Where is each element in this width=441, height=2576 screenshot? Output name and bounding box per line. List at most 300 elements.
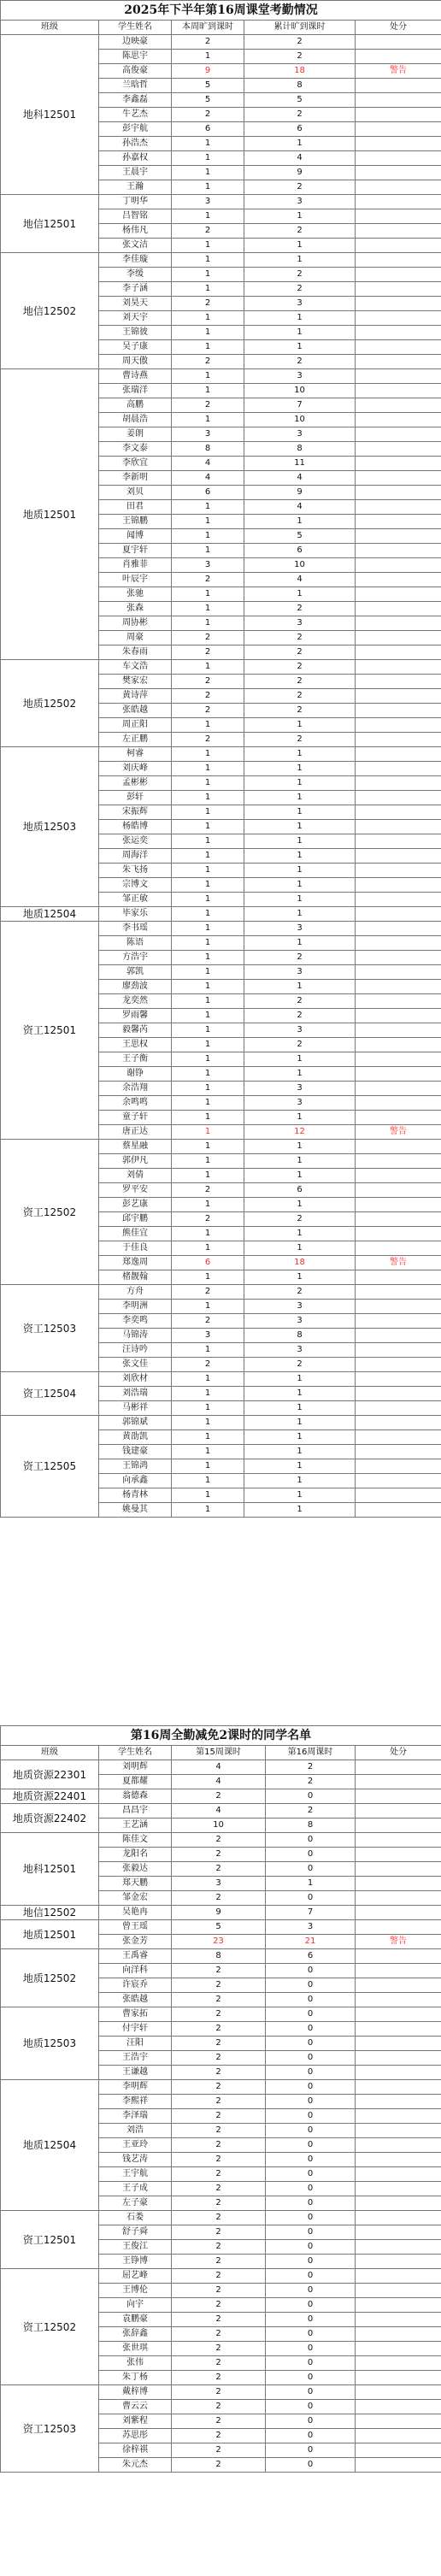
total-hours-cell: 6 [244, 544, 356, 558]
student-name-cell: 李欣宜 [99, 457, 172, 471]
week-hours-cell: 1 [172, 1372, 244, 1387]
student-name-cell: 彭轩 [99, 791, 172, 805]
week-hours-cell: 10 [172, 1819, 266, 1833]
week-hours-cell: 2 [172, 631, 244, 645]
total-hours-cell: 8 [266, 1819, 356, 1833]
week-hours-cell: 2 [172, 2414, 266, 2429]
total-hours-cell: 3 [244, 1343, 356, 1358]
week-hours-cell: 2 [172, 1993, 266, 2007]
total-hours-cell: 0 [266, 2066, 356, 2080]
penalty-cell [356, 849, 441, 864]
penalty-cell [356, 457, 441, 471]
week-hours-cell: 1 [172, 776, 244, 791]
student-name-cell: 柯睿 [99, 747, 172, 762]
week-hours-cell: 1 [172, 1023, 244, 1038]
total-hours-cell: 0 [266, 2124, 356, 2138]
week-hours-cell: 1 [172, 1445, 244, 1459]
week-hours-cell: 3 [172, 558, 244, 573]
student-name-cell: 楮靓翰 [99, 1270, 172, 1285]
penalty-cell [356, 1862, 441, 1877]
total-hours-cell: 3 [244, 369, 356, 384]
student-name-cell: 樊家宏 [99, 675, 172, 689]
penalty-cell [356, 1978, 441, 1993]
student-name-cell: 王俊江 [99, 2240, 172, 2255]
penalty-cell [356, 427, 441, 442]
week-hours-cell: 1 [172, 50, 244, 64]
student-name-cell: 钱建豪 [99, 1445, 172, 1459]
penalty-cell: 警告 [356, 64, 441, 79]
student-name-cell: 王思权 [99, 1038, 172, 1052]
total-hours-cell: 2 [244, 631, 356, 645]
week-hours-cell: 1 [172, 529, 244, 544]
total-hours-cell: 1 [244, 1154, 356, 1169]
week-hours-cell: 2 [172, 2066, 266, 2080]
student-name-cell: 李佳璇 [99, 253, 172, 268]
student-name-cell: 苏思彤 [99, 2429, 172, 2443]
week-hours-cell: 2 [172, 1285, 244, 1300]
student-name-cell: 朱元杰 [99, 2458, 172, 2473]
total-hours-cell: 0 [266, 1833, 356, 1848]
student-name-cell: 周豪 [99, 631, 172, 645]
total-hours-cell: 2 [244, 1358, 356, 1372]
penalty-cell [356, 1775, 441, 1789]
total-hours-cell: 2 [244, 660, 356, 675]
week-hours-cell: 6 [172, 486, 244, 500]
penalty-cell [356, 108, 441, 122]
class-cell: 地质资源22401 [1, 1789, 99, 1804]
total-hours-cell: 1 [244, 1503, 356, 1518]
week-hours-cell: 2 [172, 2182, 266, 2196]
penalty-cell [356, 2342, 441, 2356]
week-hours-cell: 1 [172, 209, 244, 224]
total-hours-cell: 2 [266, 1760, 356, 1775]
penalty-cell [356, 2037, 441, 2051]
student-name-cell: 曹诗燕 [99, 369, 172, 384]
student-name-cell: 吴子康 [99, 340, 172, 355]
penalty-cell [356, 2051, 441, 2066]
total-hours-cell: 18 [244, 1256, 356, 1270]
student-name-cell: 刘欣材 [99, 1372, 172, 1387]
table-row [1, 369, 441, 384]
total-hours-cell: 0 [266, 2051, 356, 2066]
week-hours-cell: 1 [172, 1241, 244, 1256]
week-hours-cell: 1 [172, 980, 244, 994]
week-hours-cell: 2 [172, 2211, 266, 2225]
table-row [1, 1949, 441, 1964]
penalty-cell [356, 253, 441, 268]
penalty-cell [356, 1964, 441, 1978]
week-hours-cell: 2 [172, 2051, 266, 2066]
total-hours-cell: 1 [244, 747, 356, 762]
penalty-cell [356, 2443, 441, 2458]
week-hours-cell: 5 [172, 1920, 266, 1935]
penalty-cell [356, 151, 441, 166]
week-hours-cell: 1 [172, 1387, 244, 1401]
penalty-cell [356, 2153, 441, 2167]
student-name-cell: 向洋科 [99, 1964, 172, 1978]
total-hours-cell: 1 [244, 1198, 356, 1212]
week-hours-cell: 2 [172, 1891, 266, 1906]
week-hours-cell: 2 [172, 675, 244, 689]
total-hours-cell: 1 [244, 907, 356, 922]
week-hours-cell: 1 [172, 500, 244, 515]
total-hours-cell: 21 [266, 1935, 356, 1949]
penalty-cell [356, 195, 441, 209]
total-hours-cell: 5 [244, 529, 356, 544]
student-name-cell: 彭艺康 [99, 1198, 172, 1212]
student-name-cell: 郭伊凡 [99, 1154, 172, 1169]
week-hours-cell: 1 [172, 864, 244, 878]
week-hours-cell: 2 [172, 2138, 266, 2153]
student-name-cell: 张毅达 [99, 1862, 172, 1877]
penalty-cell [356, 209, 441, 224]
week-hours-cell: 2 [172, 1183, 244, 1198]
student-name-cell: 李书瑶 [99, 922, 172, 936]
student-name-cell: 叶辰宇 [99, 573, 172, 587]
penalty-cell [356, 79, 441, 93]
penalty-cell [356, 297, 441, 311]
student-name-cell: 周正阳 [99, 718, 172, 733]
total-hours-cell: 6 [266, 1949, 356, 1964]
student-name-cell: 张辞鑫 [99, 2327, 172, 2342]
total-hours-cell: 3 [266, 1920, 356, 1935]
week-hours-cell: 1 [172, 1111, 244, 1125]
table-row [1, 2007, 441, 2022]
penalty-cell [356, 2124, 441, 2138]
exemption-table [0, 1725, 441, 2473]
penalty-cell [356, 1358, 441, 1372]
total-hours-cell: 3 [244, 1023, 356, 1038]
class-cell: 资工12503 [1, 1285, 99, 1372]
week-hours-cell: 1 [172, 791, 244, 805]
student-name-cell: 杨青林 [99, 1488, 172, 1503]
penalty-cell [356, 1270, 441, 1285]
penalty-cell [356, 951, 441, 965]
student-name-cell: 王子衡 [99, 1052, 172, 1067]
week-hours-cell: 2 [172, 2356, 266, 2371]
total-hours-cell: 1 [244, 253, 356, 268]
penalty-cell [356, 355, 441, 369]
week-hours-cell: 1 [172, 1430, 244, 1445]
week-hours-cell: 2 [172, 2095, 266, 2109]
total-hours-cell: 1 [244, 1052, 356, 1067]
total-hours-cell: 2 [266, 1775, 356, 1789]
student-name-cell: 杨皓博 [99, 820, 172, 834]
week-hours-cell: 2 [172, 2298, 266, 2313]
penalty-cell [356, 878, 441, 893]
week-hours-cell: 2 [172, 355, 244, 369]
student-name-cell: 戴梓博 [99, 2385, 172, 2400]
week-hours-cell: 1 [172, 282, 244, 297]
penalty-cell [356, 2269, 441, 2284]
week-hours-cell: 1 [172, 384, 244, 398]
penalty-cell [356, 122, 441, 137]
week-hours-cell: 1 [172, 340, 244, 355]
penalty-cell: 警告 [356, 1256, 441, 1270]
week-hours-cell: 1 [172, 994, 244, 1009]
student-name-cell: 昌昌宇 [99, 1804, 172, 1819]
penalty-cell [356, 718, 441, 733]
penalty-cell [356, 893, 441, 907]
total-hours-cell: 0 [266, 2327, 356, 2342]
total-hours-cell: 1 [244, 1401, 356, 1416]
sheet-title: 2025年下半年第16周课堂考勤情况 [1, 1, 441, 21]
week-hours-cell: 2 [172, 2269, 266, 2284]
week-hours-cell: 1 [172, 1096, 244, 1111]
week-hours-cell: 2 [172, 1862, 266, 1877]
total-hours-cell: 0 [266, 2167, 356, 2182]
class-cell: 地质12504 [1, 907, 99, 922]
total-hours-cell: 4 [244, 471, 356, 486]
penalty-cell [356, 1789, 441, 1804]
total-hours-cell: 1 [244, 776, 356, 791]
penalty-cell [356, 2414, 441, 2429]
total-hours-cell: 1 [244, 311, 356, 326]
week-hours-cell: 3 [172, 195, 244, 209]
total-hours-cell: 6 [244, 122, 356, 137]
penalty-cell [356, 544, 441, 558]
total-hours-cell: 0 [266, 2356, 356, 2371]
penalty-cell [356, 1343, 441, 1358]
total-hours-cell: 1 [244, 587, 356, 602]
penalty-cell [356, 980, 441, 994]
total-hours-cell: 10 [244, 384, 356, 398]
week-hours-cell: 1 [172, 369, 244, 384]
week-hours-cell: 1 [172, 587, 244, 602]
penalty-cell [356, 587, 441, 602]
week-hours-cell: 23 [172, 1935, 266, 1949]
total-hours-cell: 7 [266, 1906, 356, 1920]
class-cell: 地信12502 [1, 253, 99, 369]
total-hours-cell: 6 [244, 1183, 356, 1198]
week-hours-cell: 3 [172, 427, 244, 442]
student-name-cell: 郭锦斌 [99, 1416, 172, 1430]
student-name-cell: 朱春雨 [99, 645, 172, 660]
student-name-cell: 马彬祥 [99, 1401, 172, 1416]
col-header-name: 学生姓名 [99, 21, 172, 35]
table-row [1, 253, 441, 268]
penalty-cell [356, 864, 441, 878]
student-name-cell: 陈思宇 [99, 50, 172, 64]
student-name-cell: 杨伟凡 [99, 224, 172, 239]
week-hours-cell: 1 [172, 660, 244, 675]
penalty-cell [356, 398, 441, 413]
week-hours-cell: 1 [172, 1300, 244, 1314]
total-hours-cell: 2 [244, 951, 356, 965]
student-name-cell: 余浩翔 [99, 1082, 172, 1096]
penalty-cell [356, 2240, 441, 2255]
attendance-body [1, 35, 441, 1518]
total-hours-cell: 2 [244, 50, 356, 64]
week-hours-cell: 2 [172, 2124, 266, 2138]
total-hours-cell: 0 [266, 1964, 356, 1978]
penalty-cell [356, 1401, 441, 1416]
week-hours-cell: 4 [172, 457, 244, 471]
penalty-cell [356, 486, 441, 500]
student-name-cell: 张金芳 [99, 1935, 172, 1949]
student-name-cell: 李明洲 [99, 1300, 172, 1314]
penalty-cell [356, 2356, 441, 2371]
student-name-cell: 曹家拓 [99, 2007, 172, 2022]
table-row [1, 2080, 441, 2095]
week-hours-cell: 2 [172, 2284, 266, 2298]
total-hours-cell: 1 [244, 326, 356, 340]
penalty-cell [356, 1329, 441, 1343]
penalty-cell [356, 2196, 441, 2211]
student-name-cell: 郭凯 [99, 965, 172, 980]
total-hours-cell: 0 [266, 2095, 356, 2109]
week-hours-cell: 2 [172, 2153, 266, 2167]
student-name-cell: 刘倩 [99, 1169, 172, 1183]
penalty-cell [356, 1198, 441, 1212]
penalty-cell [356, 2022, 441, 2037]
total-hours-cell: 0 [266, 2443, 356, 2458]
week-hours-cell: 5 [172, 79, 244, 93]
week-hours-cell: 1 [172, 1343, 244, 1358]
class-cell: 地质12504 [1, 2080, 99, 2211]
penalty-cell [356, 2429, 441, 2443]
week-hours-cell: 8 [172, 442, 244, 457]
class-cell: 地质12503 [1, 747, 99, 907]
total-hours-cell: 1 [244, 1241, 356, 1256]
total-hours-cell: 1 [244, 878, 356, 893]
total-hours-cell: 2 [244, 180, 356, 195]
penalty-cell [356, 1067, 441, 1082]
student-name-cell: 王宇航 [99, 2167, 172, 2182]
col-header-class: 班级 [1, 21, 99, 35]
penalty-cell [356, 413, 441, 427]
penalty-cell [356, 384, 441, 398]
student-name-cell: 刘庆峰 [99, 762, 172, 776]
student-name-cell: 李文泰 [99, 442, 172, 457]
student-name-cell: 王铮博 [99, 2255, 172, 2269]
week-hours-cell: 6 [172, 122, 244, 137]
student-name-cell: 王子成 [99, 2182, 172, 2196]
student-name-cell: 吴艳冉 [99, 1906, 172, 1920]
student-name-cell: 王浩宇 [99, 2051, 172, 2066]
student-name-cell: 孙嘉权 [99, 151, 172, 166]
total-hours-cell: 1 [244, 1372, 356, 1387]
total-hours-cell: 5 [244, 93, 356, 108]
total-hours-cell: 3 [244, 1300, 356, 1314]
penalty-cell [356, 1111, 441, 1125]
week-hours-cell: 2 [172, 2240, 266, 2255]
penalty-cell [356, 2182, 441, 2196]
penalty-cell [356, 1212, 441, 1227]
week-hours-cell: 1 [172, 965, 244, 980]
col-header-total: 累计旷到课时 [244, 21, 356, 35]
penalty-cell [356, 137, 441, 151]
week-hours-cell: 1 [172, 1270, 244, 1285]
penalty-cell [356, 2327, 441, 2342]
week-hours-cell: 2 [172, 1789, 266, 1804]
total-hours-cell: 1 [244, 893, 356, 907]
total-hours-cell: 0 [266, 2458, 356, 2473]
student-name-cell: 周协彬 [99, 616, 172, 631]
total-hours-cell: 0 [266, 2284, 356, 2298]
week-hours-cell: 1 [172, 907, 244, 922]
student-name-cell: 李子涵 [99, 282, 172, 297]
penalty-cell [356, 2080, 441, 2095]
total-hours-cell: 1 [244, 1067, 356, 1082]
total-hours-cell: 1 [244, 1387, 356, 1401]
class-cell: 地信12501 [1, 195, 99, 253]
penalty-cell [356, 515, 441, 529]
week-hours-cell: 1 [172, 1082, 244, 1096]
student-name-cell: 刘天宇 [99, 311, 172, 326]
week-hours-cell: 1 [172, 253, 244, 268]
penalty-cell [356, 2167, 441, 2182]
penalty-cell [356, 1920, 441, 1935]
penalty-cell [356, 1906, 441, 1920]
total-hours-cell: 0 [266, 1978, 356, 1993]
student-name-cell: 陈佳文 [99, 1833, 172, 1848]
penalty-cell [356, 1140, 441, 1154]
student-name-cell: 方舟 [99, 1285, 172, 1300]
penalty-cell [356, 1488, 441, 1503]
total-hours-cell: 4 [244, 151, 356, 166]
total-hours-cell: 1 [244, 1474, 356, 1488]
table-row [1, 1416, 441, 1430]
student-name-cell: 刘浩瑞 [99, 1387, 172, 1401]
week-hours-cell: 2 [172, 689, 244, 704]
total-hours-cell: 4 [244, 500, 356, 515]
penalty-cell [356, 1430, 441, 1445]
week-hours-cell: 2 [172, 1358, 244, 1372]
penalty-cell [356, 1372, 441, 1387]
exemption-sheet [0, 1725, 441, 2473]
table-row [1, 195, 441, 209]
week-hours-cell: 1 [172, 602, 244, 616]
penalty-cell [356, 776, 441, 791]
week-hours-cell: 8 [172, 1949, 266, 1964]
student-name-cell: 肖雅菲 [99, 558, 172, 573]
total-hours-cell: 1 [244, 1488, 356, 1503]
student-name-cell: 刘昊天 [99, 297, 172, 311]
student-name-cell: 王锦彼 [99, 326, 172, 340]
total-hours-cell: 10 [244, 558, 356, 573]
week-hours-cell: 9 [172, 64, 244, 79]
penalty-cell [356, 224, 441, 239]
total-hours-cell: 2 [244, 994, 356, 1009]
total-hours-cell: 1 [244, 1416, 356, 1430]
penalty-cell [356, 1154, 441, 1169]
penalty-cell [356, 1241, 441, 1256]
total-hours-cell: 1 [244, 239, 356, 253]
col-header-class: 班级 [1, 1746, 99, 1760]
total-hours-cell: 2 [244, 1285, 356, 1300]
penalty-cell [356, 1227, 441, 1241]
penalty-cell [356, 573, 441, 587]
week-hours-cell: 4 [172, 1804, 266, 1819]
student-name-cell: 马锦涛 [99, 1329, 172, 1343]
total-hours-cell: 3 [244, 195, 356, 209]
total-hours-cell: 1 [244, 849, 356, 864]
week-hours-cell: 1 [172, 180, 244, 195]
student-name-cell: 张文佳 [99, 1358, 172, 1372]
table-row [1, 1760, 441, 1775]
class-cell: 资工12505 [1, 1416, 99, 1518]
penalty-cell [356, 2400, 441, 2414]
week-hours-cell: 2 [172, 2385, 266, 2400]
header-row [1, 1746, 441, 1760]
student-name-cell: 高鹏 [99, 398, 172, 413]
penalty-cell [356, 1848, 441, 1862]
table-row [1, 1920, 441, 1935]
total-hours-cell: 1 [244, 1445, 356, 1459]
student-name-cell: 余鸣鸣 [99, 1096, 172, 1111]
week-hours-cell: 1 [172, 1140, 244, 1154]
